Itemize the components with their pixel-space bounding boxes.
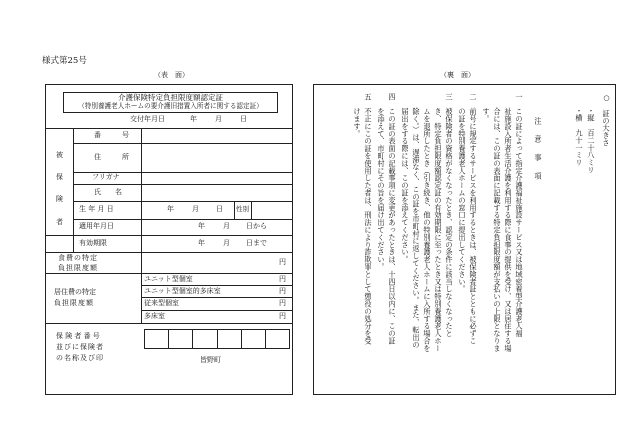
certificate-subtitle: （特別養護老人ホームの要介護旧措置入所者に関する認定証）	[78, 102, 263, 110]
paragraph-line: 三 被保険者の資格がなくなったとき、認定の条件に該当しなくなったと	[445, 93, 454, 338]
paragraph-line: 合には、この証の表面に記載する特定負担限度額が支払いの上限となりま	[493, 93, 502, 352]
size-heading: ○ 証の大きさ	[602, 93, 611, 147]
start-date-label: 適用年月日	[79, 222, 114, 230]
expiry-year-unit: 年	[198, 239, 205, 247]
birth-day-unit: 日	[216, 205, 223, 213]
insured-char-3: 険	[56, 195, 63, 203]
paragraph-line: 届出をする際には、この証を添えてください。	[401, 93, 410, 264]
paragraph-line: を添えて、市町村にその旨を届け出てください。	[377, 93, 386, 271]
number-label: 番 号	[94, 131, 129, 139]
size-height: ・縦 百二十八ミリ	[587, 107, 596, 174]
issue-date-day-unit: 日	[240, 115, 247, 123]
paragraph-line: 除く。）は、遅滞なく、この証を市町村に返してください。また、転出の	[412, 93, 421, 349]
back-side-label: （裏 面）	[440, 71, 475, 79]
form-number: 様式第25号	[42, 56, 87, 66]
paragraph-line: 四 この証の表面の記載事項に変更があったときは、十四日以内に、この証	[388, 93, 397, 345]
front-side-label: （表 面）	[154, 71, 189, 79]
certificate-title: 介護保険特定負担限度額認定証	[118, 93, 223, 102]
residence-item-conventional-private-yen: 円	[279, 299, 286, 307]
food-unit: 円	[279, 258, 286, 266]
residence-item-unit-semi-private-yen: 円	[279, 287, 286, 295]
insurer-number-boxes	[144, 329, 290, 349]
insured-char-2: 保	[56, 173, 63, 181]
paragraph-line: 一 この証によって指定介護福祉施設サービス又は地域密着型介護老人福	[515, 93, 524, 338]
food-label-1: 食費の特定	[58, 254, 98, 262]
insured-char-1: 被	[56, 151, 63, 159]
expiry-day-unit: 日まで	[246, 239, 267, 247]
residence-item-unit-private-yen: 円	[279, 275, 286, 283]
insurer-label-1: 保険者番号	[56, 332, 102, 340]
residence-item-multi-bed: 多床室	[144, 312, 165, 320]
residence-item-unit-private: ユニット型個室	[144, 275, 193, 283]
paragraph-line: ムを退所したとき（引き続き、他の特別養護老人ホームに入所する場合を	[423, 93, 432, 352]
start-year-unit: 年	[198, 222, 205, 230]
furigana-label: フリガナ	[92, 173, 120, 181]
start-month-unit: 月	[223, 222, 230, 230]
birth-year-unit: 年	[167, 205, 174, 213]
birthdate-label: 生 年 月 日	[79, 205, 114, 213]
insurer-label-3: の名称及び印	[56, 354, 104, 362]
paragraph-line: の証を特別養護老人ホームの窓口に提出してください。	[458, 93, 467, 293]
back-notes	[313, 84, 616, 395]
insurer-label-2: 並びに保険者	[56, 343, 104, 351]
issue-date-label: 交付年月日	[130, 115, 165, 123]
address-label: 住 所	[94, 153, 129, 161]
paragraph-line: す。	[482, 93, 491, 123]
expiry-label: 有効期限	[79, 239, 107, 247]
residence-item-conventional-private: 従来型個室	[144, 299, 179, 307]
insured-char-4: 者	[56, 218, 63, 226]
food-label-2: 負担限度額	[58, 264, 98, 272]
notes-heading: 注 意 事 項	[534, 117, 543, 182]
front-certificate	[45, 84, 293, 395]
paragraph-line: 五 不正にこの証を使用した者は、刑法により詐欺罪として懲役の処分を受	[364, 93, 373, 345]
name-label: 氏 名	[94, 188, 122, 196]
expiry-month-unit: 月	[223, 239, 230, 247]
start-day-unit: 日から	[246, 222, 267, 230]
paragraph-line: 二 前号に規定するサービスを利用するときは、被保険者証とともに必ずこ	[469, 93, 478, 345]
paragraph-line: き、特定負担限度額認定証の有効期限に至ったとき又は特別養護老人ホー	[434, 93, 443, 352]
size-width: ・横 九十一ミリ	[575, 107, 584, 167]
paragraph-line: けます。	[353, 93, 362, 138]
insurer-name: 皆野町	[200, 356, 221, 364]
residence-item-unit-semi-private: ユニット型個室的多床室	[144, 287, 221, 295]
residence-label-1: 居住費の特定	[54, 288, 96, 296]
residence-item-multi-bed-yen: 円	[279, 312, 286, 320]
title-box	[63, 92, 278, 113]
paragraph-line: 祉施設入所者生活介護を利用する際に食事の提供を受け、又は居住する場	[504, 93, 513, 352]
issue-date-year-unit: 年	[190, 115, 197, 123]
issue-date-month-unit: 月	[215, 115, 222, 123]
residence-label-2: 負担限度額	[54, 299, 94, 307]
sex-label: 性別	[236, 205, 249, 213]
birth-month-unit: 月	[192, 205, 199, 213]
